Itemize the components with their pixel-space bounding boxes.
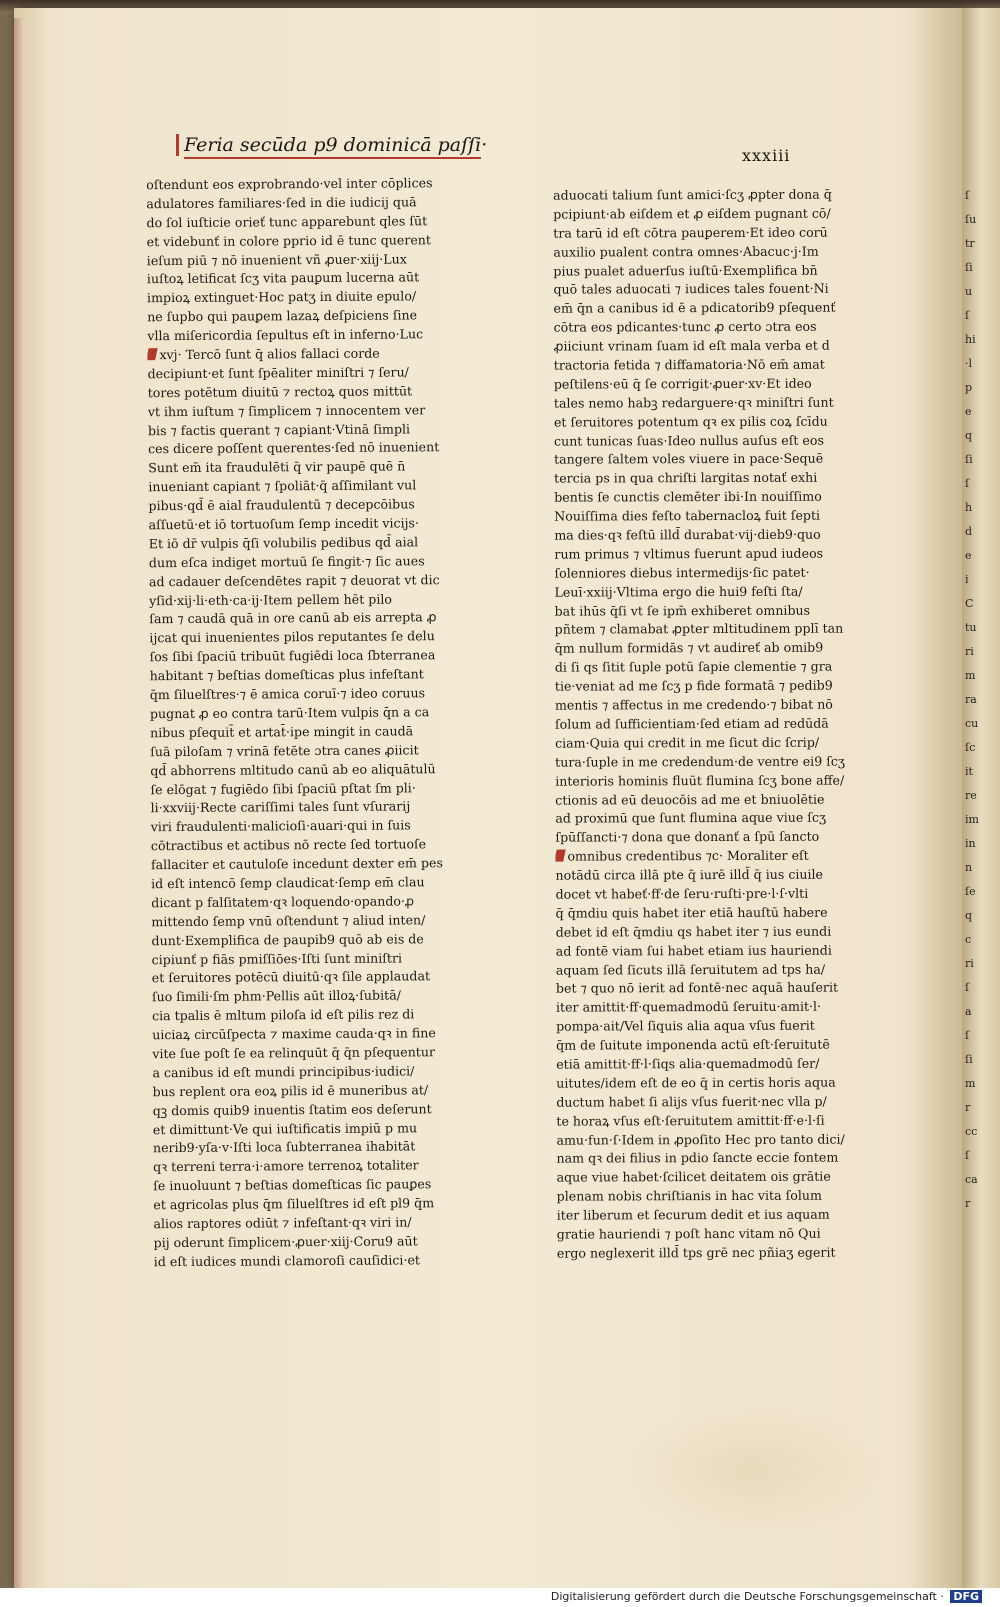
text-line [148,457,493,478]
text-line-content: cunt tunicas ſuas·Ideo nullus auſus eſt eos [553,432,824,449]
text-line [147,306,492,327]
text-line [152,948,497,969]
text-line-content: ſuo ſimili·ſm phm·Pellis aūt illoꝝ·ſubitā/ [151,987,401,1005]
text-line-content: aquam ſed ſicuts illā ſeruitutem ad tps ha/ [555,961,826,978]
text-line-content: mittendo ſemp vnū oſtendunt ⁊ aliud inten/ [151,912,426,929]
text-line [556,1035,896,1055]
text-line-content: et dimittunt·Ve qui iuſtificatis impiū p mu [152,1119,418,1137]
text-line-content: ctionis ad eū deuocōis ad me et bniuolētie [555,791,825,808]
text-line-content: id eſt intencō ſemp claudicat·ſemp em̄ clau [151,874,425,892]
text-line [554,337,894,357]
text-line [151,873,496,894]
right-page-text-fragment: ri [965,645,974,658]
right-page-text-fragment: hi [965,333,976,346]
text-line-content: q̄m de ſuitute imponenda actū eſt·ſeruitutē [556,1036,830,1053]
text-line [557,1205,897,1225]
right-page-text-fragment: ra [965,693,977,706]
text-line [147,363,492,384]
text-line [148,400,493,421]
text-line-content: pugnat ꝓ eo contra tarū·Item vulpis q̄n a ca [149,704,430,722]
right-page-text-fragment: im [965,813,979,826]
text-line [152,967,497,988]
right-page-text-fragment: q [965,909,973,922]
right-page-text-fragment: m [965,669,976,682]
text-line [556,1149,896,1169]
text-line-content: te horaꝝ vſus eſt·ſeruitutem amittit·ff·e·l·ſi [556,1112,825,1129]
text-line-content: iuſtoꝝ letificat ſcʒ vita pauꝑum lucerna aūt [146,269,420,287]
text-line-content: yſid·xij·li·eth·ca·ij·Item pellem hēt pilo [149,591,393,608]
text-line-content: nibus pſequit̄ et artat̄·ipe mingit in caudā [150,723,414,741]
text-line [556,1130,896,1150]
text-line-content: pibus·qd̄ ē aial fraudulentū ⁊ decepcōibus [148,496,415,514]
text-line [149,533,494,554]
text-line-content: cōtractibus et actibus nō recte ſed tortuoſe [150,836,427,854]
text-line [153,1194,498,1215]
rubric-paragraph-mark [147,348,157,360]
text-line [154,1251,499,1272]
text-line-content: q̄ q̄mdiu quis habet iter etiā hauſtū habere [555,904,828,921]
text-line [154,1232,499,1253]
text-line [556,1017,896,1037]
text-line [150,741,495,762]
rubric-paragraph-mark [555,850,565,862]
text-line [556,1054,896,1074]
text-line-content: q̄m ſiluelſtres·⁊ ē amica coruī·⁊ ideo coruus [149,685,426,703]
right-page-text-fragment: tu [965,621,977,634]
text-line [554,525,894,545]
text-line [554,318,894,338]
text-line [555,847,895,867]
text-line-content: qꝛ terreni terra·i·amore terrenoꝝ totaliter [153,1157,419,1175]
right-page-text-fragment: ſ [965,477,970,490]
text-line [148,495,493,516]
right-page-text-fragment: ſ [965,189,970,202]
right-page-text-fragment: m [965,1077,976,1090]
dfg-logo-badge: DFG [950,1590,982,1603]
text-line [556,1111,896,1131]
text-line [554,469,894,489]
text-line [554,450,894,470]
text-line-content: ſe elōgat ⁊ fugiēdo ſibi ſpaciū pſtat ſm pli· [150,779,416,797]
text-line [153,1081,498,1102]
right-page-text-fragment: d [965,525,973,538]
text-line-content: et ſeruitores potentum qꝛ ex pilis coꝝ ſcīdu [553,413,828,430]
text-line [556,998,896,1018]
right-page-text-fragment: cu [965,717,979,730]
right-page-text-fragment: c [965,933,972,946]
right-page-text-fragment: a [965,1005,972,1018]
text-line-content: ſolum ad ſufficientiam·ſed etiam ad redūdā [554,715,829,732]
right-page-text-fragment: ca [965,1173,978,1186]
text-line [554,544,894,564]
right-page-text-fragment: re [965,789,977,802]
right-page-text-fragment: ſ [965,981,970,994]
text-line-content: etiā amittit·ff·l·ſiqs alia·quemadmodū ſer/ [556,1055,820,1072]
text-line [149,646,494,667]
rubric-initial-mark [176,134,179,156]
text-line [152,1043,497,1064]
text-line [146,212,491,233]
text-line-content: cipiunť p fiās pmiſſiōes·Iſti ſunt miniſtri [151,949,403,967]
text-line-content: docet vt habeť·ff·de ſeru·ruſti·pre·l·ſ·vlti [555,885,809,902]
text-line [150,722,495,743]
right-page-text-fragment: r [965,1197,971,1210]
text-line-content: ſolenniores diebus intermedijs·ſic patet· [554,564,810,581]
text-line-content: Nouiſſima dies feſto tabernacloꝝ fuit ſepti [554,507,821,524]
text-line [147,268,492,289]
text-line [556,922,896,942]
text-line-content: rum primus ⁊ vltimus fuerunt apud iudeos [554,545,824,562]
text-line-content: ma dies·qꝛ feſtū illd̄ durabat·vij·dieb9·quo [554,526,821,543]
right-page-text-fragment: p [965,381,973,394]
text-line-content: ad fontē viam ſui habet etiam ius hauriendi [555,942,832,959]
text-line-content: habitant ⁊ beſtias domeſticas plus infeſtant [149,666,424,684]
text-line [556,1092,896,1112]
text-line [554,374,894,394]
text-line [555,620,895,640]
right-page-text-fragment: u [965,285,973,298]
text-line-content: pcipiunt·ab eiſdem et ꝓ eiſdem pugnant cō/ [553,205,831,222]
text-line-content: iter amittit·ff·quemadmodū ſeruitu·amit·l· [555,998,822,1015]
text-line-content: plenam nobis chriſtianis in hac vita ſolum [556,1187,822,1204]
right-page-text-fragment: tr [965,237,975,250]
running-title [184,134,487,156]
text-line [555,790,895,810]
text-line [147,325,492,346]
text-line-content: ductum habet ſi alijs vſus fuerit·nec vlla p/ [556,1093,827,1110]
text-line [554,507,894,527]
right-page-text-fragment: e [965,549,972,562]
text-line [554,563,894,583]
text-line-content: gratie hauriendi ⁊ poſt hanc vitam nō Qui [556,1225,821,1242]
right-page-text-fragment: e [965,405,972,418]
text-line [555,714,895,734]
text-line [152,1062,497,1083]
text-line [556,960,896,980]
text-line-content: ciam·Quia qui credit in me ſicut dic ſcrip/ [555,734,820,751]
text-line [557,1243,897,1263]
text-line-content: q̄m nullum formidās ⁊ vt audireť ab omib9 [554,640,824,656]
text-line-content: tangere ſaltem voles viuere in pace·Sequē [554,451,824,468]
text-line-content: viri fraudulenti·malicioſi·auari·qui in ſuis [150,817,411,835]
text-line [557,1187,897,1207]
text-line-content: impioꝝ extinguet·Hoc patʒ in diuite epulo/ [146,288,417,306]
text-line [152,1024,497,1045]
text-line [554,431,894,451]
text-line [553,280,893,300]
right-page-text-fragment: cc [965,1125,978,1138]
text-line [153,1156,498,1177]
text-line-content: interioris hominis fluūt flumina ſcʒ bone affe/ [555,772,845,789]
text-line [150,665,495,686]
page-edge-rubrication [14,18,24,1588]
digitization-credit-text: Digitalisierung gefördert durch die Deutsche Forschungsgemeinschaft · [550,1590,944,1603]
text-line-content: nam qꝛ dei filius in pdio ſancte eccie fontem [556,1150,839,1167]
text-line [554,355,894,375]
text-line [153,1213,498,1234]
text-line-content: ne ſupbo qui pauꝑem lazaꝝ deſpiciens ſine [147,307,418,325]
text-line-content: ſam ⁊ caudā quā in ore canū ab eis arrepta ꝓ [149,609,437,627]
text-line [555,733,895,753]
text-line-content: tores potētum diuitū ⁊ rectoꝝ quos mittūt [147,383,413,401]
text-line [150,778,495,799]
text-line [556,884,896,904]
text-line-content: em̄ q̄n a canibus id ē a pdicatorib9 pſequenť [553,299,836,316]
text-line-content: mentis ⁊ affectus in me credendo·⁊ bibat nō [554,696,833,713]
text-line [147,344,492,365]
text-line [555,771,895,791]
text-line-content: ergo neglexerit illd̄ tps grē nec pñiaʒ egerit [556,1244,836,1261]
text-line-content: ces dicere poſſent querentes·ſed nō inuenient [148,439,440,457]
text-line [556,979,896,999]
text-line-content: vite ſue poſt ſe ea relinquūt q̄ q̄n pſequentur [152,1044,436,1062]
text-line [149,608,494,629]
text-column-right [553,185,897,1263]
text-line [150,703,495,724]
right-page-text-fragment: ſ [965,1029,970,1042]
text-line-content: et agricolas plus q̄m ſiluelſtres id eſt pl9 q̄m [153,1195,435,1213]
text-line-content: ad proximū que ſunt flumina aque viue ſcʒ [555,810,827,826]
right-page-text-fragment: ſ [965,1149,970,1162]
text-line-content: alios raptores odiūt ⁊ infeſtant·qꝛ viri in/ [153,1214,412,1232]
text-line-content: pompa·ait/Vel ſiquis alia aqua vſus fuerit [556,1017,815,1034]
right-page-text-fragment: in [965,837,976,850]
right-page-text-fragment: ſc [965,741,976,754]
text-line [151,797,496,818]
text-line [553,242,893,262]
right-page-text-fragment: ſu [965,213,977,226]
text-line-content: ſpūſſancti·⁊ dona que donanť a ſpū ſancto [555,828,820,845]
text-line [151,816,496,837]
right-page-text-fragment: C [965,597,974,610]
right-page-text-fragment: ſi [965,1053,973,1066]
text-line-content: ieſum piū ⁊ nō inuenient vñ ꝓuer·xiij·Lux [146,250,407,268]
text-line [150,684,495,705]
text-line-content: vlla miſericordia ſepultus eſt in inferno·Luc [147,326,424,344]
digitization-credit [551,1590,982,1603]
right-page-text-fragment: ſ [965,309,970,322]
text-line-content: xvj· Tercō ſunt q̄ alios fallaci corde [159,345,380,363]
text-line [153,1175,498,1196]
text-line-content: notādū circa illā pte q̄ iurē illd̄ q̄ ius ciuile [555,866,824,883]
right-page-text-fragment: n [965,861,973,874]
text-line-content: dum eſca indiget mortuū ſe fingit·⁊ ſic aues [148,553,425,571]
text-line-content: iter liberum et ſecurum dedit et ius aquam [556,1206,830,1223]
running-title-underline [184,157,481,159]
text-line [153,1137,498,1158]
text-line-content: ijcat qui inuenientes pilos reputantes ſe delu [149,628,435,646]
text-line-content: decipiunt·et ſunt ſpēaliter miniſtri ⁊ ſeru/ [147,364,409,382]
text-line [153,1099,498,1120]
text-line-content: tercia ps in qua chriſti largitas notať exhi [554,470,818,486]
text-line [149,552,494,573]
text-line [554,412,894,432]
text-line-content: aſſuetū·et iō tortuoſum ſemp incedit vicijs· [148,515,420,533]
text-column-left [146,174,499,1272]
text-line-content: tura·ſuple in me credendum·de ventre ei9 ſcʒ [555,753,846,770]
text-line-content: ſe inuoluunt ⁊ beſtias domeſticas ſic pauꝑes [153,1176,432,1194]
text-line [555,658,895,678]
text-line-content: dicant p falſitatem·qꝛ loquendo·opando·ꝓ [151,893,415,911]
text-line-content: bis ⁊ factis querant ⁊ capiant·Vtinā ſimpli [147,420,411,438]
right-page-text-fragment: r [965,1101,971,1114]
text-line [149,571,494,592]
right-page-text-fragment: ri [965,957,974,970]
text-line-content: tie·veniat ad me ſcʒ p fide formatā ⁊ pedib9 [554,677,833,694]
text-line-content: adulatores familiares·ſed in die iudicij quā [146,194,417,212]
text-line [557,1224,897,1244]
book-page-right-edge [962,8,1000,1590]
text-line-content: ſuā piloſam ⁊ vrinā fetēte ɔtra canes ꝓiicit [150,742,419,759]
text-line-content: Leuī·xxiij·Vltima ergo die hui9 feſti ſta/ [554,583,803,600]
text-line-content: do ſol iuſticie orieť tunc apparebunt qles ſūt [146,213,428,230]
folio-number: xxxiii [742,146,791,165]
text-line [553,185,893,205]
text-line [555,809,895,829]
text-line-content: omnibus credentibus ⁊c· Moraliter eſt [567,847,809,864]
text-line [555,601,895,621]
text-line-content: ſos ſibi ſpaciū tribuūt fugiēdi loca ſbterranea [149,647,436,665]
text-line-content: fallaciter et cautuloſe incedunt dexter em̄ pes [150,855,444,873]
right-page-text-fragment: ſi [965,453,973,466]
text-line [556,941,896,961]
text-line [148,382,493,403]
running-title-text: Feria secūda p9 dominicā paſſi· [184,134,488,156]
text-line [556,903,896,923]
text-line [148,438,493,459]
text-line-content: ad cadauer deſcendētes rapit ⁊ deuorat vt dic [148,571,440,589]
text-line [555,582,895,602]
text-line-content: cia tpalis ē mltum piloſa id eſt pilis rez di [151,1006,415,1024]
text-line-content: tra tarū id eſt cōtra pauꝑerem·Et ideo corū [553,224,828,241]
text-line-content: amu·fun·ſ·Idem in ꝓpoſito Hec pro tanto dici/ [556,1131,845,1148]
text-line [556,1073,896,1093]
text-line [148,419,493,440]
text-line [553,204,893,224]
text-line-content: et ſeruitores potēcū diuitū·qꝛ ſile applaudat [151,968,431,986]
text-line-content: aque viue habet·ſcilicet deitatem ois grātie [556,1168,831,1185]
right-page-text-fragment: i [965,573,969,586]
text-line-content: tales nemo habꝫ redarguere·qꝛ miniſtri ſunt [553,394,834,411]
right-page-text-fragment: ·l [965,357,973,370]
text-line-content: pius pualet aduerſus iuſtū·Exemplifica bn̄ [553,262,818,279]
text-line-content: qꝫ domis quib9 inuentis ſtatim eos deſerunt [152,1100,432,1118]
text-line [148,476,493,497]
text-line-content: inueniant capiant ⁊ ſpoliāt·q̄ aſſimilant vul [148,477,417,495]
text-line [147,287,492,308]
right-page-text-fragment: ſe [965,885,976,898]
right-page-text-fragment: h [965,501,973,514]
text-line [151,911,496,932]
text-line-content: quō tales aduocati ⁊ iudices tales fouent·Ni [553,281,829,298]
text-line [557,1168,897,1188]
text-line [555,828,895,848]
text-line [152,1005,497,1026]
text-line-content: et videbunť in colore pprio id ē tunc querent [146,231,431,249]
text-line-content: Et iō dr̄ vulpis q̄ſi volubilis pedibus qd̄ aial [148,534,419,552]
text-line-content: ꝓiiciunt vrinam ſuam id eſt mala verba et d [553,337,830,354]
text-line [146,174,491,195]
text-line [150,759,495,780]
text-line-content: pñtem ⁊ clamabat ꝓpter mltitudinem pplī tan [554,621,844,638]
text-line [146,193,491,214]
text-line-content: auxilio pualent contra omnes·Abacuc·j·Im [553,243,819,260]
text-line [151,892,496,913]
text-line-content: debet id eſt q̄mdiu qs habet iter ⁊ ius eundi [555,923,832,940]
text-line [555,695,895,715]
text-line [151,835,496,856]
text-line [554,299,894,319]
text-line-content: li·xxviij·Recte cariſſimi tales ſunt vſurarij [150,798,411,816]
text-line [555,639,895,659]
text-line-content: nerib9·yſa·v·Iſti loca ſubterranea ihabitāt [152,1138,416,1156]
text-line [554,393,894,413]
text-line-content: uiciaꝝ circūſpecta ⁊ maxime cauda·qꝛ in fine [152,1025,436,1043]
text-line-content: di ſi qs ſitit ſuple potū ſapie clementie ⁊ gra [554,658,833,675]
text-line [553,223,893,243]
text-line-content: aduocati talium ſunt amici·ſcʒ ꝓpter dona q̄ [553,186,832,203]
text-line [555,677,895,697]
text-line [147,230,492,251]
text-line-content: oſtendunt eos exprobrando·vel inter cōplices [146,175,433,193]
right-page-text-fragment: it [965,765,973,778]
right-page-text-fragment: ſi [965,261,973,274]
text-line [151,929,496,950]
text-line-content: id eſt iudices mundi clamoroſi cauſidici·et [153,1252,420,1269]
text-line-content: bentis ſe cunctis clemēter ibi·In nouiſſimo [554,488,822,505]
text-line-content: bet ⁊ quo nō ierit ad fontē·nec aquā hauſerit [555,980,839,996]
text-line [151,854,496,875]
text-line [152,986,497,1007]
text-line-content: dunt·Exemplifica de paupib9 quō ab eis de [151,930,424,948]
text-line-content: peſtilens·eū q̄ ſe corrigit·ꝓuer·xv·Et ideo [553,375,812,392]
text-line-content: uitutes/idem eſt de eo q̄ in certis horis aqua [556,1074,836,1091]
text-line [555,752,895,772]
text-line-content: cōtra eos pdicantes·tunc ꝓ certo ɔtra eos [553,318,817,335]
text-line-content: bus replent ora eoꝝ pilis id ē muneribus at/ [152,1082,429,1099]
right-page-text-fragment: q [965,429,973,442]
text-line [149,627,494,648]
paper-stain [620,1400,880,1540]
text-line [555,865,895,885]
text-line [554,488,894,508]
text-line-content: a canibus id eſt mundi principibus·iudici/ [152,1063,415,1081]
text-line [147,249,492,270]
text-line [553,261,893,281]
text-line-content: pij oderunt ſimplicem·ꝓuer·xiij·Coru9 aūt [153,1233,418,1251]
text-line-content: Sunt em̄ ita fraudulēti q̄ vir paupē quē n̄ [148,458,406,476]
text-line-content: bat ihūs q̄ſi vt ſe ipm̄ exhiberet omnibus [554,602,811,619]
text-line-content: tractoria fetida ⁊ diffamatoria·Nō em̄ amat [553,356,825,373]
text-line [149,589,494,610]
text-line [149,514,494,535]
text-line-content: vt ihm iuſtum ⁊ ſimplicem ⁊ innocentem ver [147,401,426,419]
text-line [153,1118,498,1139]
text-line-content: qd̄ abhorrens mltitudo canū ab eo aliquātulū [150,760,436,778]
